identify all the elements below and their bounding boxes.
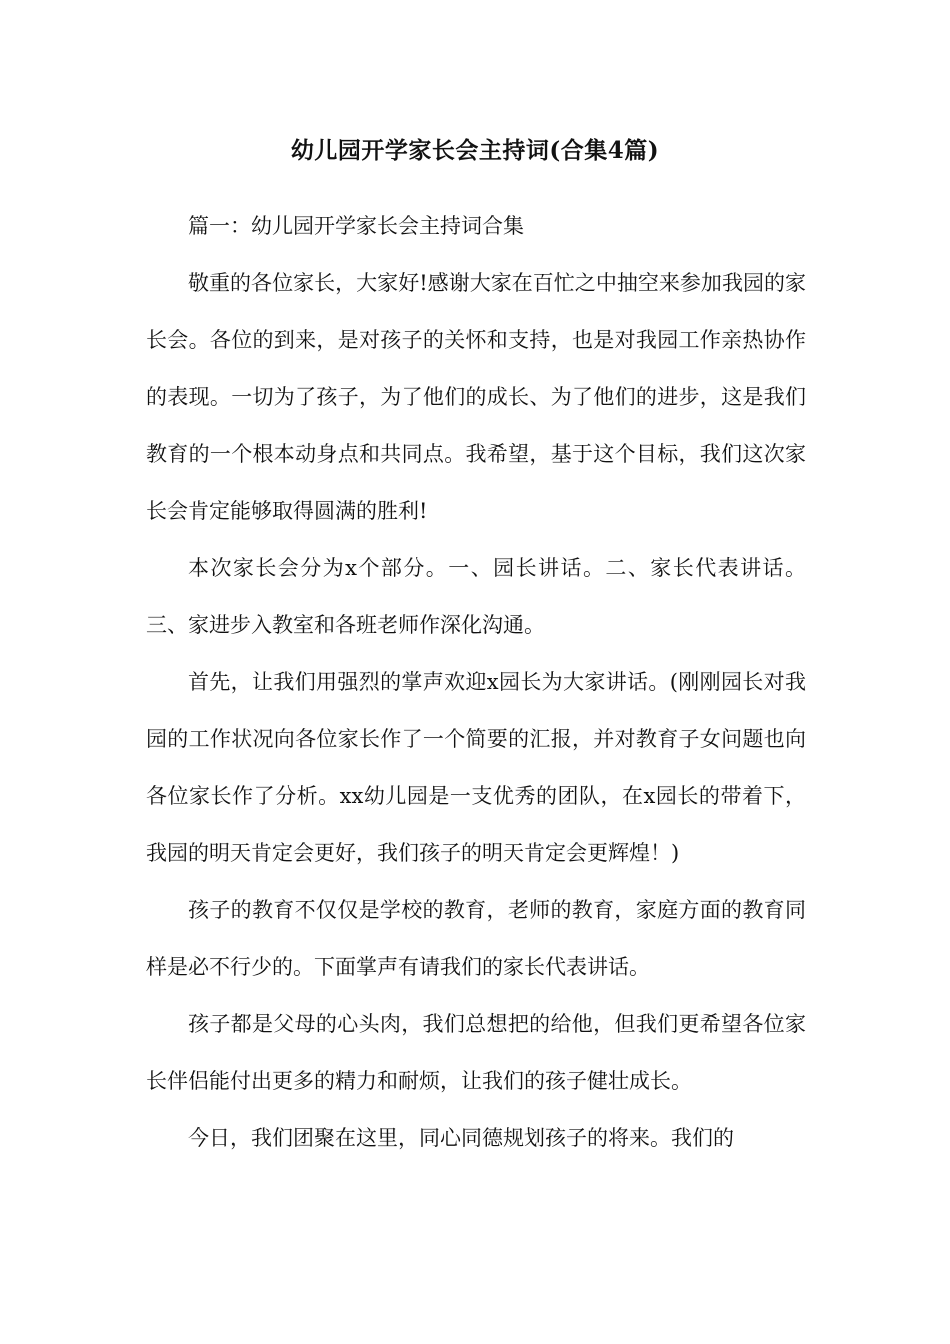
section-heading: 篇一：幼儿园开学家长会主持词合集 (188, 214, 524, 238)
body-paragraph: 首先，让我们用强烈的掌声欢迎x园长为大家讲话。(刚刚园长对我园的工作状况向各位家长作了一个简要的汇报，并对教育子女问题也向各位家长作了分析。xx幼儿园是一支优秀的团队，在x园长的带着下，我园的明天肯定会更好，我们孩子的明天肯定会更辉煌！) (146, 670, 806, 865)
body-paragraph: 孩子都是父母的心头肉，我们总想把的给他，但我们更希望各位家长伴侣能付出更多的精力和耐烦，让我们的孩子健壮成长。 (146, 1012, 806, 1093)
body-paragraph: 孩子的教育不仅仅是学校的教育，老师的教育，家庭方面的教育同样是必不行少的。下面掌声有请我们的家长代表讲话。 (146, 898, 806, 979)
document-body (146, 198, 806, 1167)
document-title: 幼儿园开学家长会主持词(合集4篇) (290, 137, 660, 164)
body-paragraph: 本次家长会分为x个部分。一、园长讲话。二、家长代表讲话。三、家进步入教室和各班老师作深化沟通。 (146, 556, 806, 637)
body-paragraph: 今日，我们团聚在这里，同心同德规划孩子的将来。我们的 (188, 1126, 734, 1150)
body-paragraph: 敬重的各位家长，大家好!感谢大家在百忙之中抽空来参加我园的家长会。各位的到来，是对孩子的关怀和支持，也是对我园工作亲热协作的表现。一切为了孩子，为了他们的成长、为了他们的进步，这是我们教育的一个根本动身点和共同点。我希望，基于这个目标，我们这次家长会肯定能够取得圆满的胜利! (146, 271, 806, 523)
